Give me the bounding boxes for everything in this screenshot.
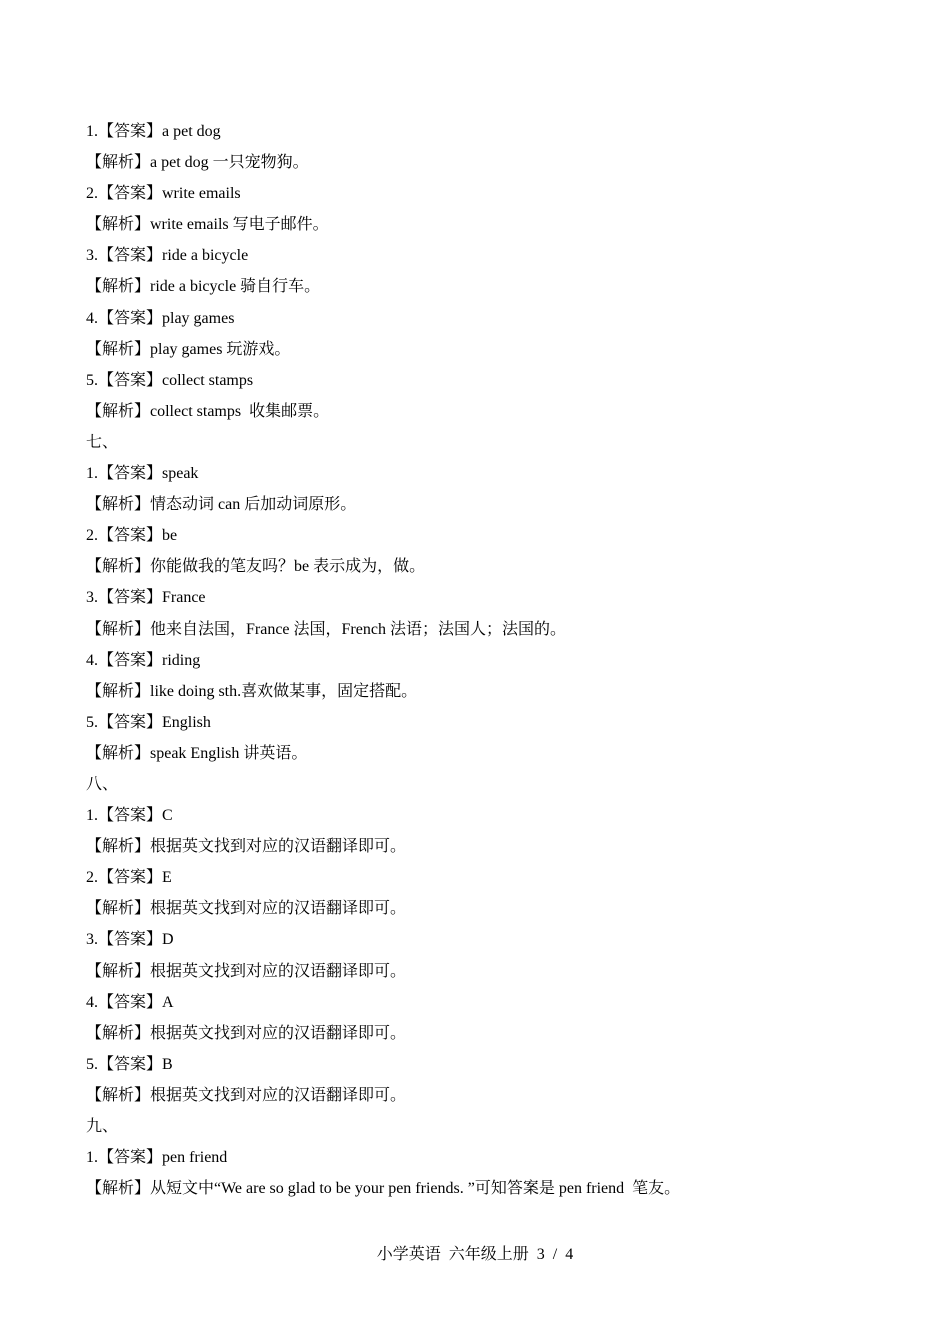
answer-line: 1.【答案】C [86, 807, 173, 825]
document-body [86, 116, 886, 1204]
answer-line: 3.【答案】ride a bicycle [86, 247, 249, 265]
explanation-line: 【解析】根据英文找到对应的汉语翻译即可。 [86, 962, 407, 980]
section-heading: 八、 [86, 775, 119, 793]
answer-line: 4.【答案】riding [86, 651, 201, 669]
explanation-line: 【解析】情态动词 can 后加动词原形。 [86, 496, 357, 514]
answer-line: 2.【答案】be [86, 527, 178, 545]
explanation-line: 【解析】a pet dog 一只宠物狗。 [86, 154, 309, 172]
answer-line: 1.【答案】pen friend [86, 1149, 228, 1167]
answer-line: 4.【答案】A [86, 993, 174, 1011]
answer-line: 1.【答案】speak [86, 465, 199, 483]
explanation-line: 【解析】collect stamps 收集邮票。 [86, 402, 330, 420]
explanation-line: 【解析】根据英文找到对应的汉语翻译即可。 [86, 1024, 407, 1042]
answer-line: 3.【答案】D [86, 931, 174, 949]
explanation-line: 【解析】like doing sth.喜欢做某事，固定搭配。 [86, 682, 418, 700]
explanation-line: 【解析】play games 玩游戏。 [86, 340, 291, 358]
answer-line: 5.【答案】English [86, 713, 211, 731]
explanation-line: 【解析】write emails 写电子邮件。 [86, 216, 329, 234]
explanation-line: 【解析】他来自法国，France 法国，French 法语；法国人；法国的。 [86, 620, 566, 638]
page-footer: 小学英语 六年级上册 3 / 4 [376, 1246, 574, 1263]
answer-line: 3.【答案】France [86, 589, 206, 607]
explanation-line: 【解析】从短文中“We are so glad to be your pen friends. ”可知答案是 pen friend 笔友。 [86, 1180, 681, 1198]
section-heading: 七、 [86, 433, 119, 451]
explanation-line: 【解析】speak English 讲英语。 [86, 744, 308, 762]
answer-line: 2.【答案】E [86, 869, 172, 887]
explanation-line: 【解析】根据英文找到对应的汉语翻译即可。 [86, 900, 407, 918]
answer-line: 1.【答案】a pet dog [86, 123, 221, 140]
section-heading: 九、 [86, 1118, 119, 1135]
answer-line: 5.【答案】B [86, 1055, 173, 1073]
explanation-line: 【解析】ride a bicycle 骑自行车。 [86, 278, 321, 296]
explanation-line: 【解析】根据英文找到对应的汉语翻译即可。 [86, 838, 407, 856]
explanation-line: 【解析】你能做我的笔友吗？be 表示成为，做。 [86, 558, 426, 576]
answer-line: 4.【答案】play games [86, 309, 235, 327]
explanation-line: 【解析】根据英文找到对应的汉语翻译即可。 [86, 1086, 407, 1104]
answer-line: 5.【答案】collect stamps [86, 371, 254, 389]
answer-line: 2.【答案】write emails [86, 185, 241, 203]
